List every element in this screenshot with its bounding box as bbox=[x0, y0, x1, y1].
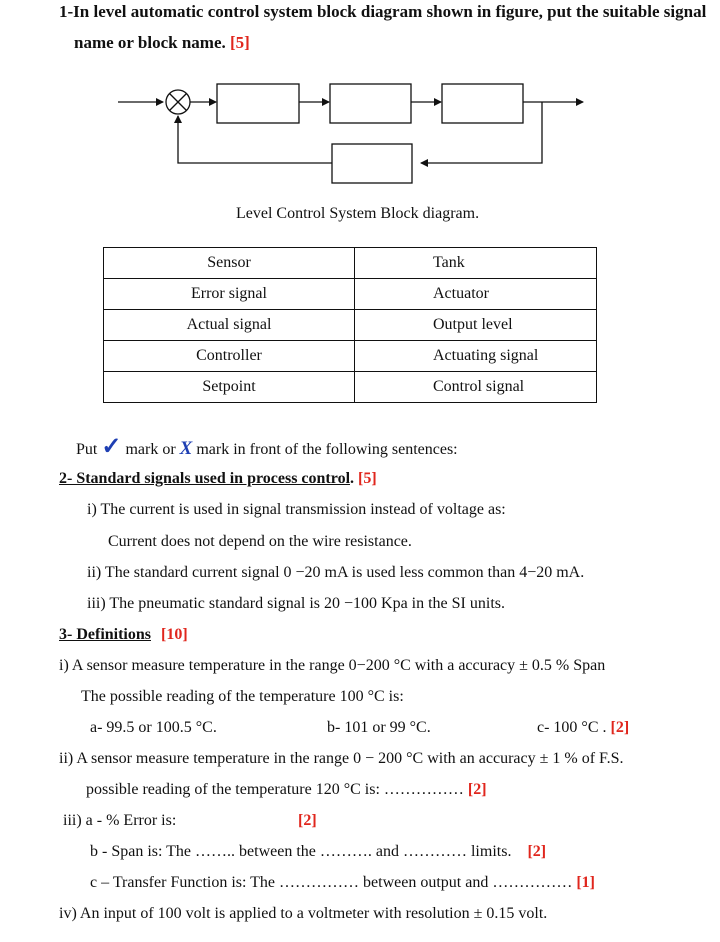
forward-block-2 bbox=[330, 84, 411, 123]
table-cell: Controller bbox=[104, 341, 355, 372]
table-row bbox=[104, 372, 597, 403]
instruction-mark-or: mark or bbox=[125, 441, 176, 458]
table-cell: Sensor bbox=[104, 248, 355, 279]
q3-item-i: i) A sensor measure temperature in the range 0−200 °C with a accuracy ± 0.5 % Span bbox=[59, 657, 606, 674]
table-row bbox=[104, 248, 597, 279]
table-cell: Control signal bbox=[355, 372, 597, 403]
table-cell: Actual signal bbox=[104, 310, 355, 341]
q3-item-iii-b: b - Span is: The …….. between the ………. and ………… limits. bbox=[90, 843, 512, 860]
table-cell: Actuating signal bbox=[355, 341, 597, 372]
q3-item-iii-c-line bbox=[90, 875, 595, 891]
feedback-block bbox=[332, 144, 412, 183]
block-diagram bbox=[0, 0, 720, 200]
table-row bbox=[104, 310, 597, 341]
diagram-caption: Level Control System Block diagram. bbox=[236, 205, 480, 222]
table-row bbox=[104, 279, 597, 310]
q2-item-ii: ii) The standard current signal 0 −20 mA is used less common than 4−20 mA. bbox=[87, 564, 585, 581]
q3-option-points: [2] bbox=[610, 719, 630, 736]
x-mark-icon: X bbox=[179, 438, 193, 459]
q3-item-iii-c-points: [1] bbox=[576, 874, 595, 891]
q2-item-i-statement: Current does not depend on the wire resistance. bbox=[108, 533, 412, 550]
q3-item-iii-c: c – Transfer Function is: The …………… between output and …………… bbox=[90, 874, 573, 891]
q3-points: [10] bbox=[161, 626, 188, 643]
q3-item-iii-a-points: [2] bbox=[298, 812, 317, 829]
q3-heading bbox=[59, 627, 188, 643]
q3-item-iii-a: iii) a - % Error is: bbox=[63, 812, 177, 829]
q3-item-iii-b-line bbox=[90, 844, 546, 860]
forward-block-1 bbox=[217, 84, 299, 123]
q2-points: [5] bbox=[358, 470, 377, 487]
q2-item-iii: iii) The pneumatic standard signal is 20 −100 Kpa in the SI units. bbox=[87, 595, 505, 612]
q1-title-line2: name or block name. bbox=[74, 33, 226, 52]
table-cell: Error signal bbox=[104, 279, 355, 310]
instruction-line bbox=[76, 436, 458, 461]
q3-item-ii: ii) A sensor measure temperature in the range 0 − 200 °C with an accuracy ± 1 % of F.S. bbox=[59, 750, 624, 767]
check-icon: ✓ bbox=[101, 434, 122, 460]
q2-period: . bbox=[350, 470, 355, 487]
q1-title-line1: 1-In level automatic control system block diagram shown in figure, put the suitable signal bbox=[59, 2, 707, 21]
q1-points: [5] bbox=[230, 33, 250, 52]
q3-title: 3- Definitions bbox=[59, 626, 151, 643]
q3-item-ii-text: possible reading of the temperature 120 °C is: …………… bbox=[86, 781, 464, 798]
q3-option-c-line bbox=[537, 720, 629, 736]
q3-item-i-question: The possible reading of the temperature 100 °C is: bbox=[81, 688, 404, 705]
table-cell: Output level bbox=[355, 310, 597, 341]
q3-option-b: b- 101 or 99 °C. bbox=[327, 719, 431, 736]
table-cell: Setpoint bbox=[104, 372, 355, 403]
instruction-put: Put bbox=[76, 441, 98, 458]
q3-item-iii-b-points: [2] bbox=[527, 843, 547, 860]
q3-item-ii-points: [2] bbox=[467, 781, 487, 798]
options-table bbox=[103, 247, 597, 403]
q3-option-a: a- 99.5 or 100.5 °C. bbox=[90, 719, 217, 736]
q3-item-ii-question bbox=[86, 782, 487, 798]
q2-heading bbox=[59, 471, 377, 487]
table-cell: Actuator bbox=[355, 279, 597, 310]
instruction-rest: mark in front of the following sentences: bbox=[196, 441, 458, 458]
table-cell: Tank bbox=[355, 248, 597, 279]
forward-block-3 bbox=[442, 84, 523, 123]
table-row bbox=[104, 341, 597, 372]
feedback-path-right bbox=[421, 102, 542, 163]
q3-item-iv: iv) An input of 100 volt is applied to a voltmeter with resolution ± 0.15 volt. bbox=[59, 905, 548, 922]
q2-title: 2- Standard signals used in process control bbox=[59, 470, 351, 487]
q3-option-c: c- 100 °C . bbox=[537, 719, 607, 736]
q2-item-i: i) The current is used in signal transmission instead of voltage as: bbox=[87, 501, 506, 518]
